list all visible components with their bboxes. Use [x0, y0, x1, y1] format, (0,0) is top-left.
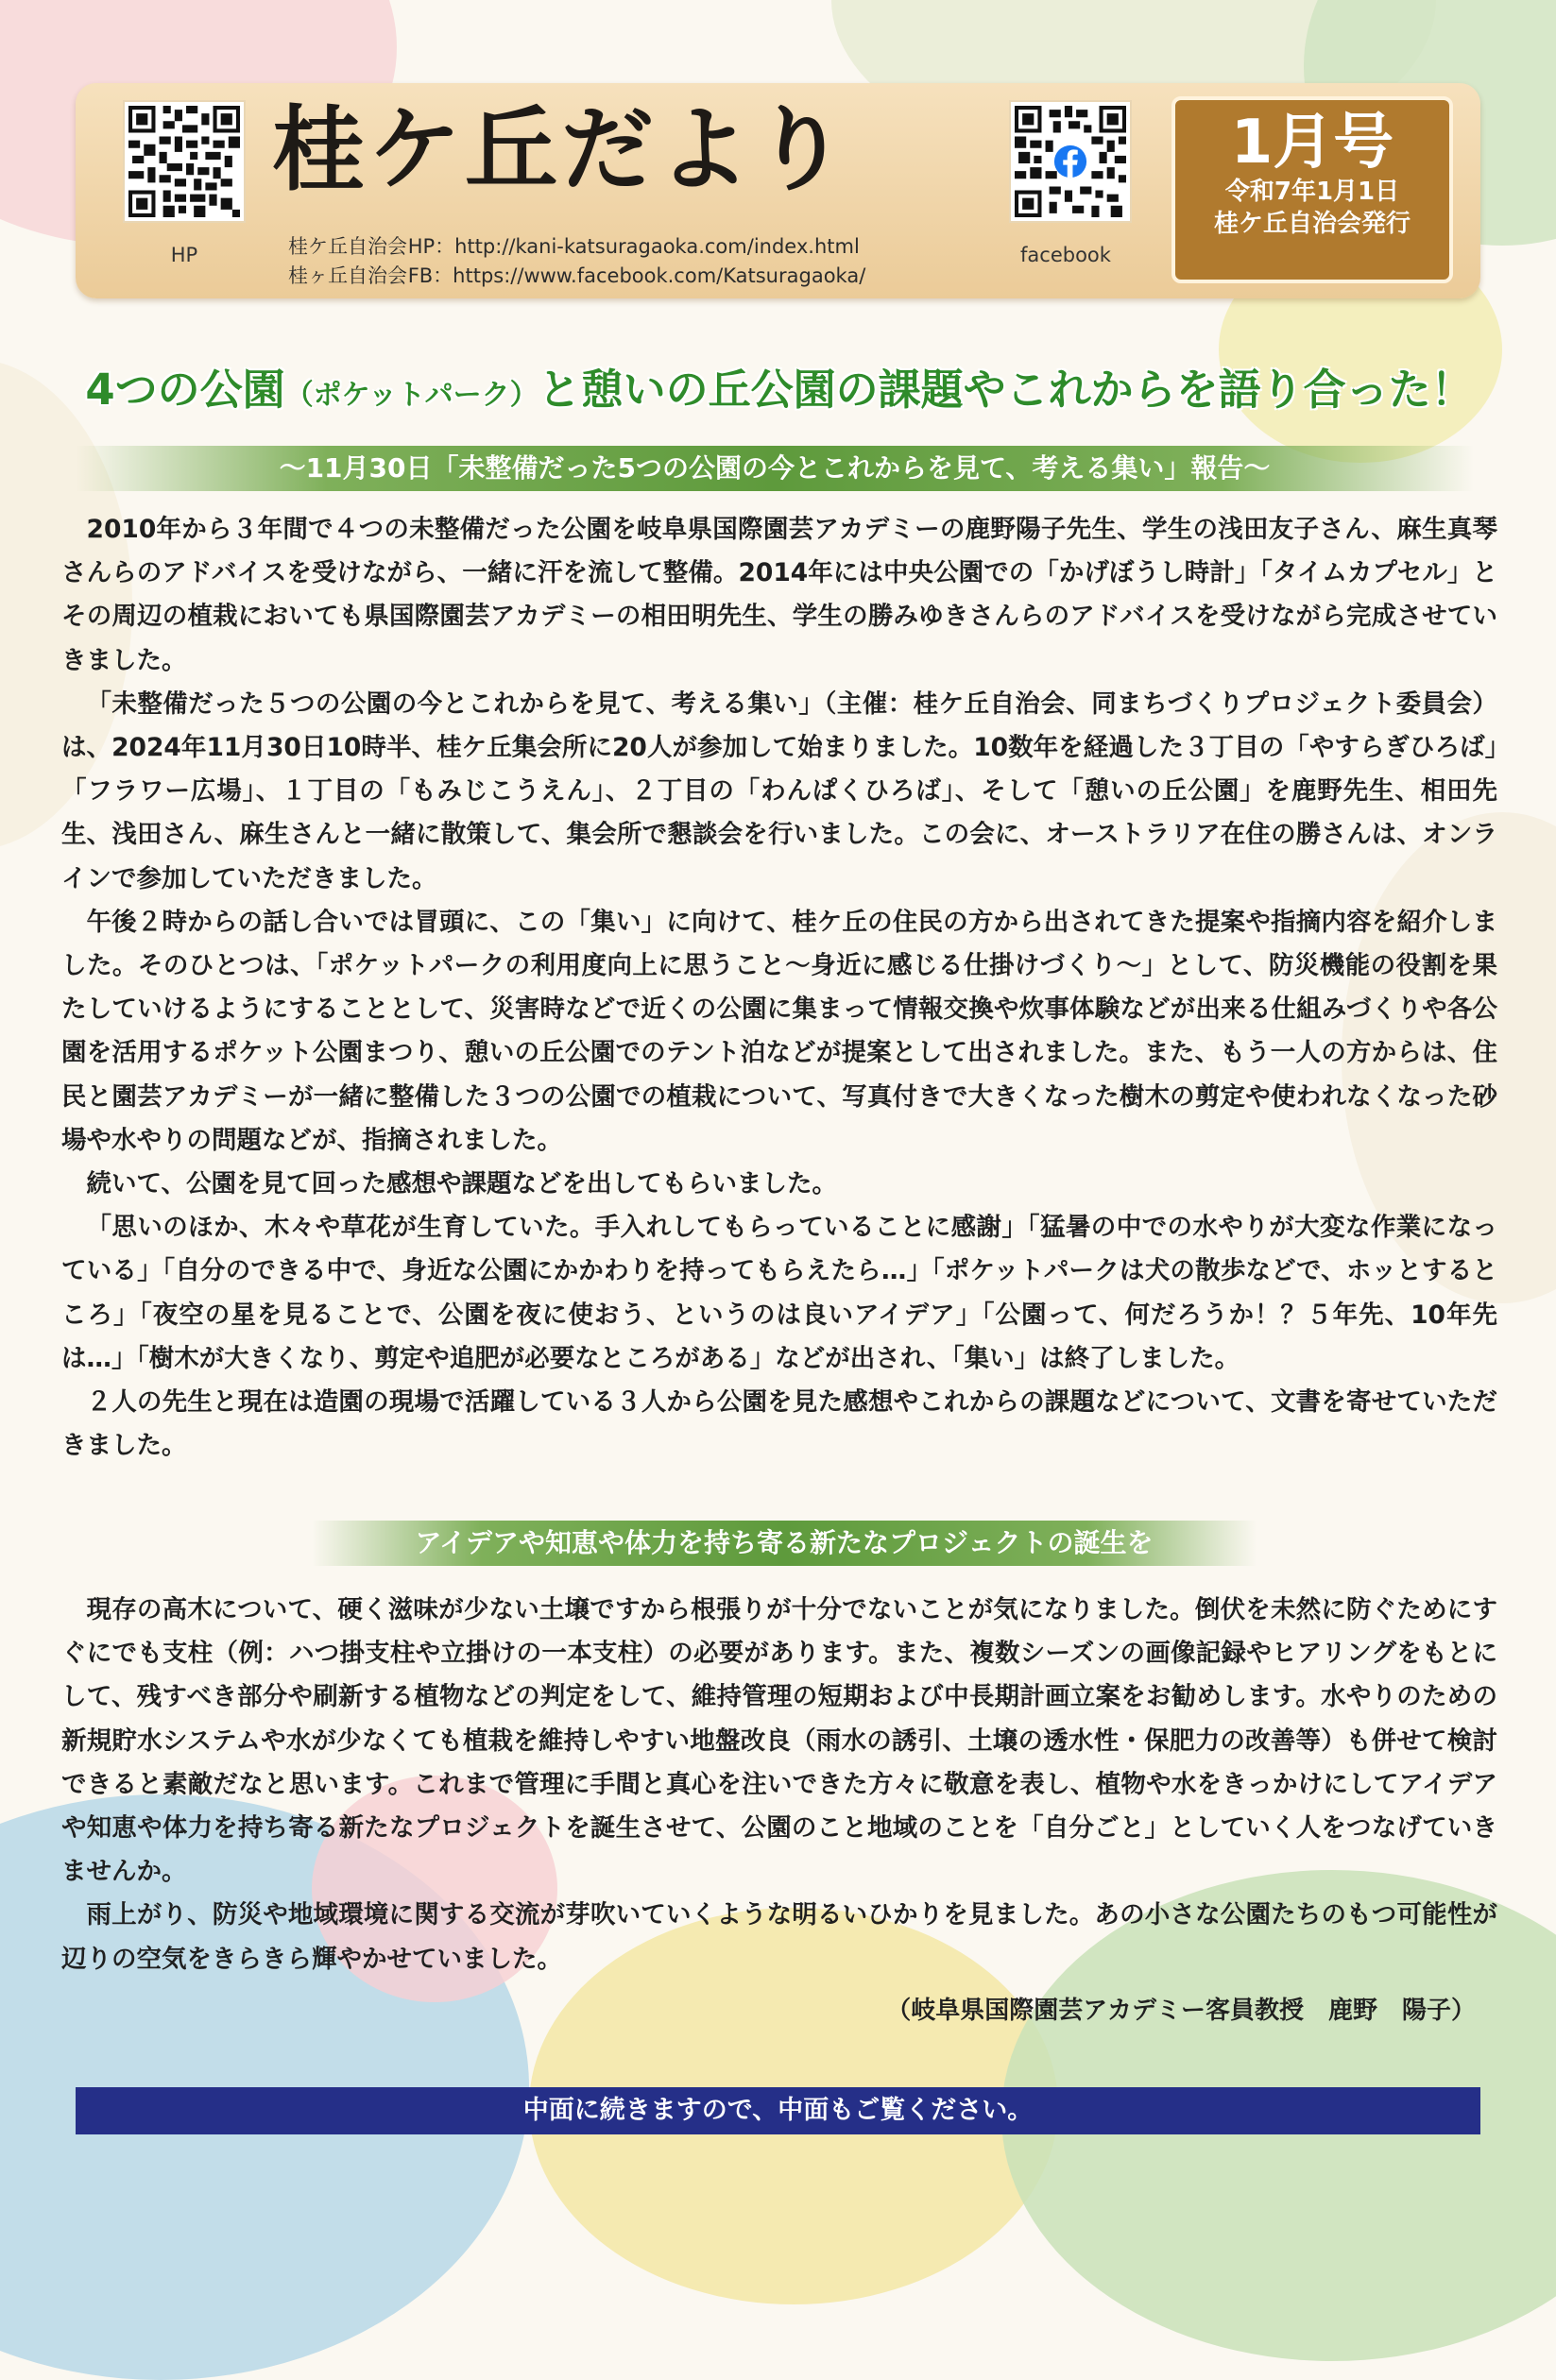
- issue-number: 1月号: [1230, 108, 1394, 178]
- issue-publisher: 桂ケ丘自治会発行: [1213, 210, 1411, 239]
- issue-box: [1171, 96, 1453, 283]
- main-headline: [57, 355, 1502, 416]
- fb-link-url[interactable]: FB：https://www.facebook.com/Katsuragaoka/: [407, 264, 866, 287]
- section2-paragraph: 現存の高木について、硬く滋味が少ない土壌ですから根張りが十分でないことが気になりました。倒伏を未然に防ぐためにすぐにでも支柱（例：ハつ掛支柱や立掛けの一本支柱）の必要があります。また、複数シーズンの画像記録やヒアリングをもとにして、残すべき部分や刷新する植物などの判定をして、維持管理の短期および中長期計画立案をお勧めします。水やりのための新規貯水システムや水が少なくても植栽を維持しやすい地盤改良（雨水の誘引、土壌の透水性・保肥力の改善等）も併せて検討できると素敵だなと思います。これまで管理に手間と真心を注いできた方々に敬意を表し、植物や水をきっかけにしてアイデアや知恵や体力を持ち寄る新たなプロジェクトを誕生させて、公園のこと地域のことを「自分ごと」としていく人をつなげていきませんか。: [61, 1595, 1497, 1887]
- section1-body: [61, 508, 1497, 1468]
- hp-link-org: 桂ケ丘自治会: [288, 235, 407, 258]
- section1-paragraph: 「思いのほか、木々や草花が生育していた。手入れしてもらっていることに感謝」「猛暑の中での水やりが大変な作業になっている」「自分のできる中で、身近な公園にかかわりを持ってもらえたら…」「ポケットパークは犬の散歩などで、ホッとするところ」「夜空の星を見ることで、公園を夜に使おう、というのは良いアイデア」「公園って、何だろうか！？５年先、10年先は…」「樹木が大きくなり、剪定や追肥が必要なところがある」などが出され、「集い」は終了しました。: [61, 1213, 1497, 1373]
- header-links: [288, 232, 865, 291]
- fb-link-row[interactable]: [288, 262, 865, 291]
- facebook-label: facebook: [1020, 244, 1111, 266]
- qr-code-icon: [128, 106, 240, 217]
- section1-paragraph: 2010年から３年間で４つの未整備だった公園を岐阜県国際園芸アカデミーの鹿野陽子先生、学生の浅田友子さん、麻生真琴さんらのアドバイスを受けながら、一緒に汗を流して整備。2014年には中央公園での「かげぼうし時計」「タイムカプセル」とその周辺の植栽においても県国際園芸アカデミーの相田明先生、学生の勝みゆきさんらのアドバイスを受けながら完成させていきました。: [61, 515, 1497, 675]
- hp-link-url[interactable]: HP：http://kani-katsuragaoka.com/index.html: [407, 235, 860, 258]
- section2-paragraph: 雨上がり、防災や地域環境に関する交流が芽吹いていくような明るいひかりを見ました。あの小さな公園たちのもつ可能性が辺りの空気をきらきら輝やかせていました。: [61, 1900, 1497, 1974]
- continue-notice-bar: 中面に続きますので、中面もご覧ください。: [76, 2087, 1480, 2134]
- section2-body: [61, 1589, 1497, 1981]
- newsletter-header: [76, 83, 1480, 298]
- fb-link-org: 桂ヶ丘自治会: [288, 264, 407, 287]
- headline-part-1: 4つの公園: [85, 365, 285, 415]
- section1-paragraph: ２人の先生と現在は造園の現場で活躍している３人から公園を見た感想やこれからの課題などについて、文書を寄せていただきました。: [61, 1387, 1497, 1461]
- section1-heading: ～11月30日「未整備だった5つの公園の今とこれからを見て、考える集い」報告～: [76, 446, 1474, 491]
- newsletter-title: 桂ケ丘だより: [272, 96, 851, 204]
- hp-qr-code[interactable]: [125, 102, 244, 221]
- facebook-qr-code[interactable]: [1011, 102, 1130, 221]
- hp-link-row[interactable]: [288, 232, 865, 262]
- section1-paragraph: 「未整備だった５つの公園の今とこれからを見て、考える集い」（主催：桂ケ丘自治会、同まちづくりプロジェクト委員会）は、2024年11月30日10時半、桂ケ丘集会所に20人が参加して始まりました。10数年を経過した３丁目の「やすらぎひろば」「フラワー広場」、１丁目の「もみじこうえん」、２丁目の「わんぱくひろば」、そして「憩いの丘公園」を鹿野先生、相田先生、浅田さん、麻生さんと一緒に散策して、集会所で懇談会を行いました。この会に、オーストラリア在住の勝さんは、オンラインで参加していただきました。: [61, 688, 1497, 893]
- section1-paragraph: 続いて、公園を見て回った感想や課題などを出してもらいました。: [86, 1169, 837, 1199]
- headline-part-2: （ポケットパーク）: [284, 379, 539, 412]
- issue-date: 令和7年1月1日: [1224, 178, 1400, 207]
- author-signature: （岐阜県国際園芸アカデミー客員教授 鹿野 陽子）: [886, 1997, 1476, 2025]
- qr-code-icon: [1015, 106, 1126, 217]
- headline-part-3: と憩いの丘公園の課題やこれからを語り合った！: [538, 365, 1474, 415]
- section2-heading: アイデアや知恵や体力を持ち寄る新たなプロジェクトの誕生を: [312, 1521, 1257, 1566]
- hp-label: HP: [170, 244, 198, 266]
- section1-paragraph: 午後２時からの話し合いでは冒頭に、この「集い」に向けて、桂ケ丘の住民の方から出されてきた提案や指摘内容を紹介しました。そのひとつは、「ポケットパークの利用度向上に思うこと～身近に感じる仕掛けづくり～」として、防災機能の役割を果たしていけるようにすることとして、災害時などで近くの公園に集まって情報交換や炊事体験などが出来る仕組みづくりや各公園を活用するポケット公園まつり、憩いの丘公園でのテント泊などが提案として出されました。また、もう一人の方からは、住民と園芸アカデミーが一緒に整備した３つの公園での植栽について、写真付きで大きくなった樹木の剪定や使われなくなった砂場や水やりの問題などが、指摘されました。: [61, 907, 1497, 1155]
